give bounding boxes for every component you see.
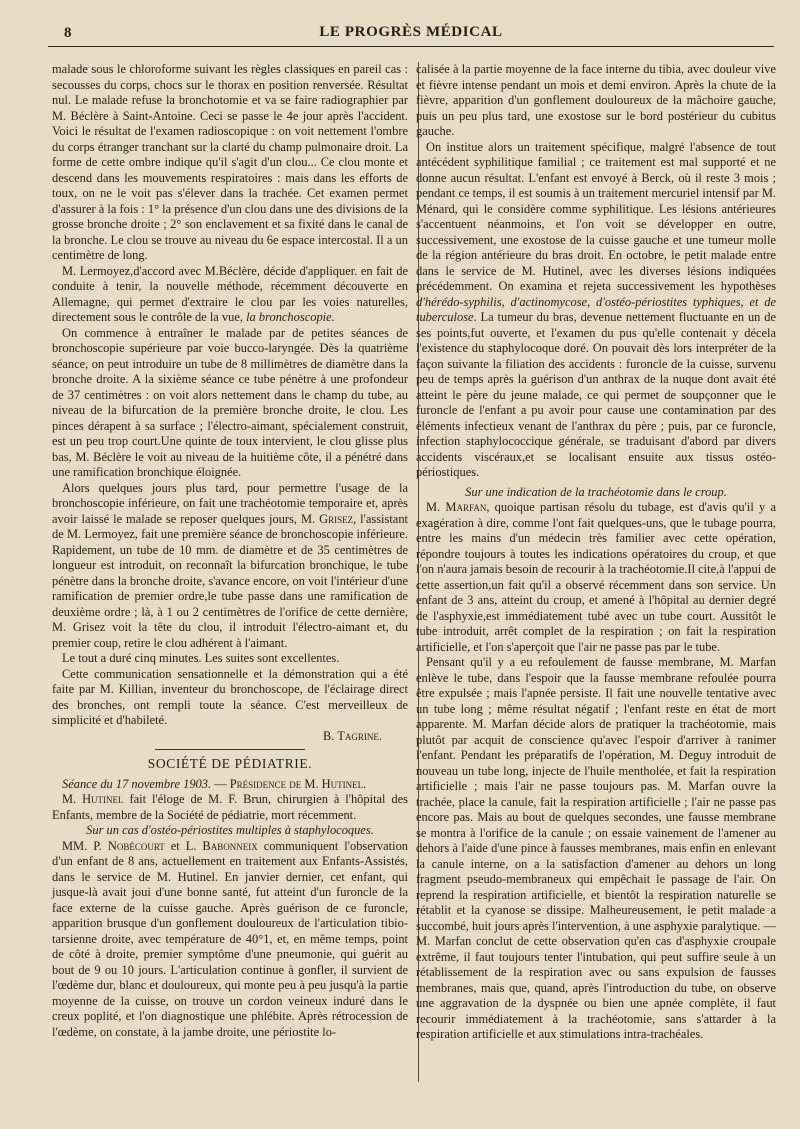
paragraph-text: communiquent l'observation d'un enfant de 8 ans, actuellement en traitement aux Enfants-Assistés, dans le service de M. Hutinel. En janvier dernier, cet enfant, qui jusque-là avait joui d'une bonne santé, fut atteint d'un furoncle de la face externe de la cuisse gauche. Après guérison de ce furoncle, apparition brusque d'un gonflement douloureux de l'articulation tibio-tarsienne droite, avec température de 40°1, et, en même temps, point de côté à droite, premier symptôme d'une pneumonie, qui guérit au bout de 9 ou 10 jours. L'articulation continue à gonfler, il survient de l'œdème dur, blanc et douloureux, qui monte peu à peu jusqu'à la partie moyenne de la cuisse, on trouve un cordon veineux induré dans le creux poplité, et l'on diagnostique une phlébite. Après rétrocession de l'œdème, on constate, à la jambe droite, une périostite lo- [52,838,409,1039]
paragraph [52,839,408,1041]
paragraph: calisée à la partie moyenne de la face interne du tibia, avec douleur vive et fièvre intense pendant un mois et demi environ. Après la chute de la fièvre, apparition d'un gonflement douloureux de la mâchoire gauche, puis un peu plus tard, une exostose sur le bord postérieur du cubitus gauche. [416,62,776,138]
page-number: 8 [64,25,72,41]
running-title: LE PROGRÈS MÉDICAL [319,24,503,40]
author-signature: B. Tagrine. [323,728,382,743]
paragraph-text: M. [426,500,446,514]
paragraph [416,140,776,481]
paragraph [52,481,408,652]
paragraph [416,500,776,655]
paragraph: malade sous le chloroforme suivant les règles classiques en pareil cas : secousses du corps, chocs sur le thorax en position renversée. Résultat nul. Le malade refuse la bronchotomie et va se faire radiographier par M. Béclère à Saint-Antoine. Ceci se passe le 4e jour après l'accident. Voici le résultat de l'examen radioscopique : on voit nettement l'ombre du corps étranger tranchant sur la clarté du champ pulmonaire droit. La forme de cette ombre indique qu'il s'agit d'un clou... Ce clou monte et descend dans les mouvements respiratoires : mais dans les efforts de toux, on ne le voit pas s'élever dans la trachée. Cet examen permet d'assurer à la fois : 1° la présence d'un clou dans une des divisions de la grosse bronche droite ; 2° son enclavement et sa fixité dans le canal de la bronche. Le clou se trouve au niveau du 6e espace intercostal. Il a un centimètre de long. [52,62,408,262]
person-name: Hutinel [82,792,124,806]
paragraph: Le tout a duré cinq minutes. Les suites sont excellentes. [62,651,340,665]
paragraph-text: , l'assistant de M. Lermoyez, fait une première séance de bronchoscopie inférieure. Rapidement, un tube de 10 mm. de diamètre et de 35 centimètres de longueur est introduit, on reconnaît la bifurcation bronchique, le tube pénètre dans la bronche droite, s'avance encore, on voit l'intérieur d'une ramification de premier ordre,le tube passe dans une ramification de deuxième ordre ; là, à 1 ou 2 centimètres de l'orifice de cette dernière, M. Grisez voit la tête du clou, il introduit l'électro-aimant et, du premier coup, retire le clou adhérent à l'aimant. [52,511,408,650]
paragraph-text: Alors quelques jours plus tard, pour permettre l'usage de la bronchoscopie inférieure, on fait une trachéotomie temporaire et, après avoir laissé le malade se reposer quelques jours, M. [52,480,408,526]
session-date: Séance du 17 novembre 1903. [62,776,212,791]
section-title: SOCIÉTÉ DE PÉDIATRIE. [147,756,313,771]
section-rule [155,749,305,750]
session-presidency: — Présidence de M. Hutinel. [211,776,367,791]
page-header [48,22,774,47]
left-column [52,62,408,1043]
subheading: Sur une indication de la trachéotomie dans le croup. [465,484,727,499]
paragraph [52,264,408,326]
paragraph-text: et L. [164,838,203,853]
person-name: Marfan [445,500,487,514]
paragraph: Cette communication sensationnelle et la démonstration qui a été faite par M. Killian, inventeur du bronchoscope, de l'éclairage direct des bronches, ont rempli toute la séance. C'est merveilleux de simplicité et d'habileté. [52,666,408,727]
emphasis: d'hérédo-syphilis, d'actinomycose, d'ostéo-périostites typhiques, et de tuberculose [416,294,776,324]
paragraph-text: , quoique partisan résolu du tubage, est d'avis qu'il y a exagération à dire, comme l'ont fait quelques-uns, que le tubage pourra, entre les mains d'un médecin très familier avec cette opération, répondre toujours à toutes les indications opératoires du croup, et que l'on n'aura jamais besoin de recourir à la trachéotomie.Il cite,à l'appui de cette assertion,un fait qu'il a observé récemment dans son service. Un enfant de 3 ans, atteint du croup, et amené à l'hôpital au dernier degré de l'asphyxie,est immédiatement tubé avec un tube court. Aussitôt le tube introduit, arrêt complet de la respiration ; on fait la respiration artificielle, et l'on s'aperçoit que l'air ne passe pas par le tube. [416,500,777,654]
person-name: Nobécourt [107,838,165,853]
person-name: Babonneix [202,838,258,853]
right-column [416,62,776,1043]
emphasis: la bronchoscopie. [246,310,335,324]
paragraph-text: M. [62,792,83,806]
text-columns [52,62,776,1043]
paragraph-text: . La tumeur du bras, devenue nettement fluctuante en un de ses points,fut ouverte, et l'examen du pus qu'elle contenait y décela l'existence du staphylocoque doré. On pouvait dès lors interpréter de la façon suivante la filiation des accidents : furoncle de la cuisse, survenu peu de temps après la guérison d'un anthrax de la nuque dont avait été atteint le père du jeune malade, ce qui permet de soupçonner que le furoncle de l'enfant a pu avoir pour cause une contamination par des éléments infectieux venant de l'anthrax du père ; puis, par ce furoncle, infection staphylococcique générale, se traduisant d'abord par divers accidents viscéraux,et se localisant ensuite aux tissus ostéo-périostiques. [416,310,776,479]
session-line [52,777,408,793]
paragraph-text: On institue alors un traitement spécifique, malgré l'absence de tout antécédent syphilitique familial ; ce traitement est mal supporté et ne donne aucun résultat. L'enfant est envoyé à Berck, où il reste 3 mois ; pendant ce temps, il est soumis à un traitement mercuriel intensif par M. Ménard, qui le considère comme syphilitique. Les lésions antérieures s'accentuent néanmoins, et l'on voit se développer en outre, successivement, une exostose de la cuisse gauche et une tumeur molle de la région antérieure du bras droit. En octobre, le petit malade entre dans le service de M. Hutinel, avec les diverses lésions indiquées précédemment. On examina et rejeta successivement les hypothèses [416,139,776,293]
paragraph-text: fait l'éloge de M. F. Brun, chirurgien à l'hôpital des Enfants, membre de la Société de pédiatrie, mort récemment. [52,792,408,822]
paragraph-text: M. Lermoyez,d'accord avec M.Béclère, décide d'appliquer. en fait de conduite à tenir, la nouvelle méthode, récemment découverte en Allemagne, qui permet d'extraire le clou par les voies naturelles, directement sous le contrôle de la vue, [52,263,408,324]
paragraph-text: MM. P. [62,838,108,853]
paragraph: On commence à entraîner le malade par de petites séances de bronchoscopie supérieure par voie bucco-laryngée. Dès la quatrième séance, on peut introduire un tube de 8 millimètres de diamètre dans la bronche droite. A la sixième séance ce tube pénètre à une profondeur de 37 centimètres : on voit alors nettement dans le champ du tube, au niveau de la bifurcation de la première bronche droite, le clou. Les pinces dérapent à sa surface ; l'électro-aimant, spécialement construit, est un peu trop court.Une quinte de toux intervient, le clou glisse plus bas, M. Béclère le voit au niveau de la huitième côte, il a pénétré dans une ramification bronchique éloignée. [52,325,408,479]
subheading: Sur un cas d'ostéo-périostites multiples à staphylocoques. [86,823,374,837]
paragraph: Pensant qu'il y a eu refoulement de fausse membrane, M. Marfan enlève le tube, dans l'espoir que la fausse membrane refoulée pourra être expulsée ; mais l'apnée persiste. Il fait une nouvelle tentative avec un tube long ; même résultat négatif ; l'enfant reste en état de mort apparente. M. Marfan décide alors de pratiquer la trachéotomie, mais plutôt par acquit de conscience qu'avec l'espoir d'arriver à ranimer l'enfant. Pendant les préparatifs de l'opération, M. Deguy introduit de nouveau un tube long, injecte de l'huile mentholée, et fait la respiration artificielle ; mais l'air ne passe toujours pas. M. Marfan ouvre la trachée, place la canule, fait la respiration artificielle ; l'air ne passe pas encore pas. Mais au bout de quelques secondes, une fausse membrane se montra à l'orifice de la canule ; on essaie vainement de l'amener au dehors à l'aide d'une pince à fausses membranes, mais enfin en enlevant la canule interne, on a la satisfaction d'amener au dehors un long fragment pseudo-membraneux qui empêchait le passage de l'air. On reprend la respiration artificielle, et bientôt la respiration naturelle se rétablit et la cyanose se dissipe. Malheureusement, le petit malade a succombé, huit jours après l'intervention, à une asphyxie paralytique. — M. Marfan conclut de cette observation qu'en cas d'asphyxie croupale extrême, il faut toujours tenter l'intubation, qui peut suffire seule à un rétablissement de la respiration avec ou sans expulsion de fausses membranes, mais que, quand, après l'introduction du tube, on observe une aggravation de la dyspnée ou bien une apnée complète, il faut recourir immédiatement à la trachéotomie, sans s'attarder à la respiration artificielle et aux stimulations intra-trachéales. [416,655,776,1041]
paragraph [52,792,408,823]
person-name: Grisez [319,511,354,526]
